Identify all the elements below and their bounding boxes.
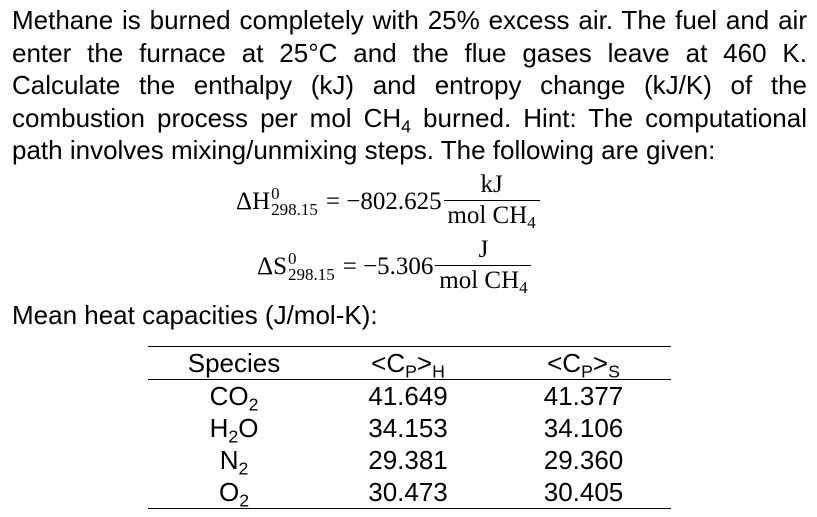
enthalpy-unit	[444, 171, 540, 233]
species-sub: 2	[238, 458, 249, 479]
cp-h-cell: 34.153	[368, 413, 448, 443]
cp-h-cell: 29.381	[368, 445, 448, 475]
species-cell	[148, 476, 320, 509]
heat-capacity-caption: Mean heat capacities (J/mol-K):	[12, 300, 378, 330]
entropy-value: = −5.306	[342, 253, 434, 280]
entropy-unit-numerator: J	[435, 236, 531, 266]
entropy-symbol: ΔS	[257, 253, 287, 280]
entropy-unit	[435, 236, 531, 298]
entropy-scripts	[287, 249, 335, 284]
header-species: Species	[187, 348, 281, 378]
table-row	[148, 444, 671, 476]
species-sub: 2	[248, 394, 259, 415]
species-tail: O	[238, 413, 259, 443]
enthalpy-superscript: 0	[271, 184, 280, 203]
cp-s-cell: 30.405	[543, 477, 624, 507]
enthalpy-unit-denominator	[447, 201, 535, 233]
header-cp-h-label: H	[432, 361, 445, 382]
entropy-unit-denominator-text: mol CH	[439, 267, 520, 294]
heat-capacity-table	[148, 346, 671, 509]
species-sub: 2	[228, 426, 239, 447]
cp-h-cell: 30.473	[368, 477, 448, 507]
species-base: O	[218, 477, 240, 507]
table-header-row	[148, 347, 671, 380]
header-cp-s-sub: P	[581, 361, 593, 382]
problem-text-part2: burned. Hint: The computational path involves mixing/unmixing steps. The following are given:	[12, 102, 808, 165]
header-cp-h-sub: P	[405, 361, 417, 382]
header-cp-s-main: <C	[547, 348, 582, 378]
species-cell	[148, 380, 320, 413]
header-cp-h-main: <C	[371, 348, 406, 378]
table-row	[148, 380, 671, 413]
header-cp-s-label: S	[608, 361, 620, 382]
enthalpy-subscript: 298.15	[271, 200, 318, 219]
species-cell	[148, 444, 320, 479]
problem-subscript: 4	[401, 116, 412, 137]
enthalpy-unit-denominator-text: mol CH	[447, 202, 528, 229]
header-cp-h-close: >	[416, 348, 433, 378]
entropy-unit-denominator	[439, 266, 527, 298]
enthalpy-value: = −802.625	[325, 188, 442, 215]
enthalpy-scripts	[271, 184, 318, 219]
species-base: N	[219, 445, 239, 475]
enthalpy-symbol: ΔH	[236, 188, 271, 215]
entropy-unit-denominator-sub: 4	[519, 278, 528, 297]
table-row	[148, 476, 671, 509]
header-cp-s-close: >	[592, 348, 609, 378]
entropy-subscript: 298.15	[287, 265, 335, 284]
cp-h-cell: 41.649	[368, 381, 448, 411]
table-row	[148, 412, 671, 444]
header-cp-s	[496, 347, 671, 380]
enthalpy-unit-numerator: kJ	[444, 171, 540, 201]
enthalpy-equation	[236, 171, 540, 233]
header-cp-h	[320, 347, 496, 380]
species-base: CO	[209, 381, 249, 411]
species-base: H	[209, 413, 229, 443]
cp-s-cell: 34.106	[543, 413, 624, 443]
enthalpy-unit-denominator-sub: 4	[527, 213, 536, 232]
problem-statement	[12, 4, 807, 167]
cp-s-cell: 41.377	[543, 381, 624, 411]
problem-text-part1: Methane is burned completely with 25% excess air. The fuel and air enter the furnace at 25°C and the flue gases leave at 460 K. Calculate the enthalpy (kJ) and entropy change (kJ/K) of the combustion process per mol CH	[12, 5, 807, 133]
entropy-equation	[257, 236, 531, 298]
entropy-superscript: 0	[287, 249, 297, 268]
species-cell	[148, 412, 320, 447]
species-sub: 2	[239, 490, 250, 511]
cp-s-cell: 29.360	[543, 445, 624, 475]
